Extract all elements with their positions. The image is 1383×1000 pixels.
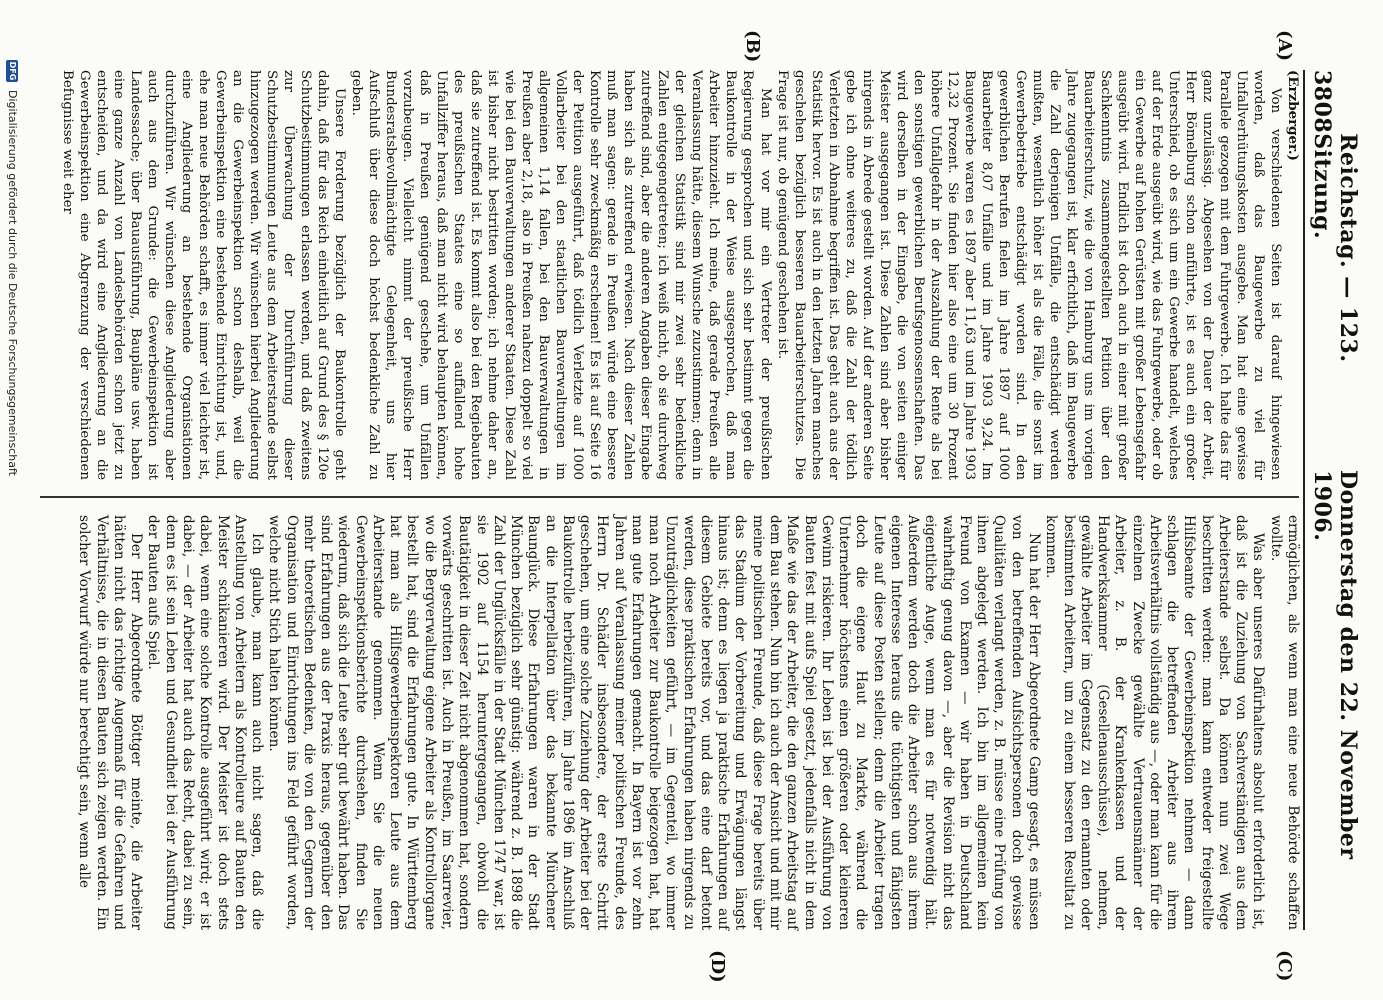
funding-credit: Digitalisierung gefördert durch die Deutsche Forschungsgemeinschaft	[6, 90, 19, 476]
left-paragraph: Man hat vor mir ein Vertreter der preußischen Regierung gesprochen und sich sehr bestimmt gegen die Baukontrolle in der Weise ausgesprochen, daß man Arbeiter hinzuzieht. Ich meine, daß gerade Preußen alle Veranlassung hätte, diesem Wunsche zuzustimmen; denn in der gleichen Statistik sind mir zwei sehr bedenkliche Zahlen entgegengetreten; ich weiß nicht, ob sie durchweg zutreffend sind, aber die anderen Angaben dieser Eingabe haben sich als zutreffend erwiesen. Nach dieser Zahlen muß man sagen: gerade in Preußen würde eine bessere Kontrolle sehr zweckmäßig erscheinen! Es ist auf Seite 16 der Petition ausgeführt, daß tödlich Verletzte auf 1000 Vollarbeiter bei den staatlichen Bauverwaltungen im allgemeinen 1,14 fallen, bei den Bauverwaltungen in Preußen aber 2,18, also in Preußen nahezu doppelt so viel wie bei den Bauverwaltungen anderer Staaten. Diese Zahl ist bisher nicht bestritten worden; ich nehme daher an, daß sie zutreffend ist. Es kommt also bei den Regiebauten des preußischen Staates eine so auffallend hohe Unfallziffer heraus, daß man nicht wird behaupten können, daß in Preußen genügend geschehe, um Unfällen vorzubeugen. Vielleicht nimmt der preußische Herr Bundesratsbevollmächtigte Gelegenheit, uns hier Aufschluß über diese doch höchst bedenkliche Zahl zu geben.	[349, 70, 773, 480]
speaker-label: (Erzberger.)	[1285, 70, 1301, 161]
dfg-logo: DFG	[8, 61, 17, 81]
page-footer	[6, 60, 19, 940]
margin-marker-a: (A)	[1274, 30, 1295, 61]
margin-marker-b: (B)	[742, 30, 763, 63]
left-paragraph: Unsere Forderung bezüglich der Baukontrolle geht dahin, daß für das Reich einheitlich auf Grund des § 120e Schutzbestimmungen erlassen werden, und daß zweitens zur Überwachung der Durchführung dieser Schutzbestimmungen Leute aus dem Arbeiterstande selbst hinzugezogen werden. Wir wünschen hierbei Angliederung an die Gewerbeinspektion schon deshalb, weil die Gewerbeinspektion eine bestehende Einrichtung ist, und, ehe man neue Behörden schafft, es immer viel leichter ist, eine Angliederung an bestehende Organisationen durchzuführen. Wir wünschen diese Angliederung aber auch aus dem Grunde: die Gewerbeinspektion ist Landessache; über Bauausführung, Baupläne usw. haben eine ganze Anzahl von Landesbehörden schon jetzt zu entscheiden, und da wird eine Angliederung an die Gewerbeinspektion eine Abgrenzung der verschiedenen Befugnisse weit eher	[59, 70, 348, 480]
margin-marker-d: (D)	[707, 950, 728, 983]
left-paragraph: Von verschiedenen Seiten ist darauf hingewiesen worden, daß das Baugewerbe zu viel für Unfallverhütungskosten ausgebe. Man hat eine gewisse Parallele gezogen mit dem Fuhrgewerbe. Ich halte das für ganz unzulässig. Abgesehen von der Dauer der Arbeit, Herr Bömelburg schon anführte, ist es auch ein großer Unterschied, ob es sich um ein Gewerbe handelt, welches auf der Erde ausgeübt wird, wie das Fuhrgewerbe, oder ob ein Gewerbe auf hohen Gerüsten mit großer Lebensgefahr ausgeübt wird. Endlich ist doch auch in einer mit großer Sachkenntnis zusammengestellten Petition über den Bauarbeiterschutz, wie die von Hamburg uns im vorigen Jahre zugegangen ist, klar erfichtlich, daß im Baugewerbe die Zahl derjenigen Unfälle, die entschädigt werden mußten, wesentlich höher ist als die Fälle, die sonst im Gewerbebetriebe entschädigt worden sind. In den gewerblichen Berufen fielen im Jahre 1897 auf 1000 Bauarbeiter 8,07 Unfälle und im Jahre 1903 9,24. Im Baugewerbe waren es 1897 aber 11,63 und im Jahre 1903 12,32 Prozent. Sie finden hier also eine um 30 Prozent höhere Unfallgefahr in der Auszahlung der Rente als bei den sonstigen gewerblichen Berufsgenossenschaften. Das wird derselben in der Eingabe, die von seiten einiger Meister ausgegangen ist. Diese Zahlen sind aber bisher nirgends in Abrede gestellt worden. Auf der anderen Seite gebe ich ohne weiteres zu, daß die Zahl der tödlich Verletzten in Abnahme begriffen ist. Das geht auch aus der Statistik hervor. Es ist auch in den letzten Jahren manches geschehen bezüglich besseren Bauarbeiterschutzes. Die Frage ist nur, ob genügend geschehen ist.	[774, 70, 1283, 480]
page-header	[1303, 70, 1361, 930]
session-date: Donnerstag den 22. November 1906.	[1309, 470, 1361, 860]
column-divider	[40, 496, 1299, 498]
right-paragraph: Ich glaube, man kann auch nicht sagen, daß die Anstellung von Arbeitern als Kontrolleure auf Bauten den Meister schikanieren wird. Der Meister ist doch stets dabei, wenn eine solche Kontrolle ausgeführt wird; er ist dabei, — der Arbeiter hat auch das Recht, dabei zu sein, denn es ist sein Leben und Gesundheit bei der Ausführung der Bauten aufs Spiel.	[145, 515, 266, 930]
right-paragraph: Nun hat der Herr Abgeordnete Gamp gesagt, es müssen von den betreffenden Aufsichtspersonen doch gewisse Qualitäten verlangt werden, z. B. müsse eine Prüfung von ihnen abgelegt werden. Ich bin im allgemeinen kein Freund von Examen — wir haben in Deutschland wahrhaftig genug davon —, aber die Revision nicht das eigentliche Auge, wenn man es für notwendig hält. Außerdem werden doch die Arbeiter schon aus ihrem eigenen Interesse heraus die tüchtigsten und fähigsten Leute auf diese Posten stellen; denn die Arbeiter tragen doch die eigene Haut zu Markte, während die Unternehmer höchstens einen größeren oder kleineren Gewinn riskieren. Ihr Leben ist bei der Ausführung von Bauten fest mit aufs Spiel gesetzt, jedenfalls nicht in dem Maße wie das der Arbeiter, die den ganzen Arbeitstag auf dem Bau stehen. Nun bin ich auch der Ansicht und mit mir meine politischen Freunde, daß diese Frage bereits über das Stadium der Vorbereitung und Erwägungen längst hinaus ist; denn es liegen ja praktische Erfahrungen auf diesem Gebiete bereits vor, und das eine darf betont werden, diese praktischen Erfahrungen haben nirgends zu Unzuträglichkeiten geführt, — im Gegenteil, wo immer man noch Arbeiter zur Baukontrolle beigezogen hat, hat man gute Erfahrungen gemacht. In Bayern ist vor zehn Jahren auf Veranlassung meiner politischen Freunde, des Herrn Dr. Schädler insbesondere, der erste Schritt geschehen, um eine solche Zuziehung der Arbeiter bei der Baukontrolle herbeizuführen, im Jahre 1896 im Anschluß an die Interpellation über das bekannte Münchener Baunglück. Diese Erfahrungen waren in der Stadt München bezüglich sehr günstig: während z. B. 1898 die Zahl der Unglücksfälle in der Stadt München 1747 war, ist sie 1902 auf 1154 heruntergegangen, obwohl die Bautätigkeit in dieser Zeit nicht abgenommen hat, sondern vorwärts geschritten ist. Auch in Preußen, im Saarrevier, wo die Bergverwaltung eigene Arbeiter als Kontrollorgane bestellt hat, sind die Erfahrungen gute. In Württemberg hat man als Hilfsgewerbeinspektoren Leute aus dem Arbeiterstande genommen. Wenn Sie die neuen Gewerbeinspektionsberichte durchsehen, finden Sie wiederum, daß sich die Leute sehr gut bewährt haben. Das sind Erfahrungen aus der Praxis heraus, gegenüber den mehr theoretischen Bedenken, die von den Gegnern der Organisation und Einrichtungen ins Feld geführt worden, welche nicht Stich halten können.	[266, 515, 1043, 930]
right-paragraph: Was aber unseres Dafürhaltens absolut erforderlich ist, daß ist die Zuziehung von Sachverständigen aus dem Arbeiterstande selbst. Da können nun zwei Wege beschritten werden: man kann entweder freigestellte Hilfsbeamte der Gewerbeinspektion nehmen — dann schlagen die betreffenden Arbeiter aus ihrem Arbeitsverhältnis vollständig aus —, oder man kann für die einzelnen Zwecke gewählte Vertrauensmänner der Arbeiter, z. B. der Krankenkassen und der Handwerkskammer (Gesellenausschüsse), nehmen, gewählte Arbeiter im Gegensatz zu den ernannten oder bestimmten Arbeitern, um zu einem besseren Resultat zu kommen.	[1043, 515, 1267, 930]
page-number: 3808	[1309, 70, 1335, 134]
margin-marker-c: (C)	[1274, 950, 1295, 982]
right-column	[40, 515, 1301, 930]
session-title: Reichstag. — 123. Sitzung.	[1309, 133, 1361, 363]
right-paragraph: ermöglichen, als wenn man eine neue Behörde schaffen wollte.	[1267, 515, 1301, 930]
right-paragraph: Der Herr Abgeordnete Böttger meinte, die Arbeiter hätten nicht das richtige Augenmaß für die Gefahren und Verhältnisse, die in diesen Bauten sich zeigen werden. Ein solcher Vorwurf würde nur berechtigt sein, wenn alle	[76, 515, 145, 930]
left-column	[40, 70, 1301, 480]
